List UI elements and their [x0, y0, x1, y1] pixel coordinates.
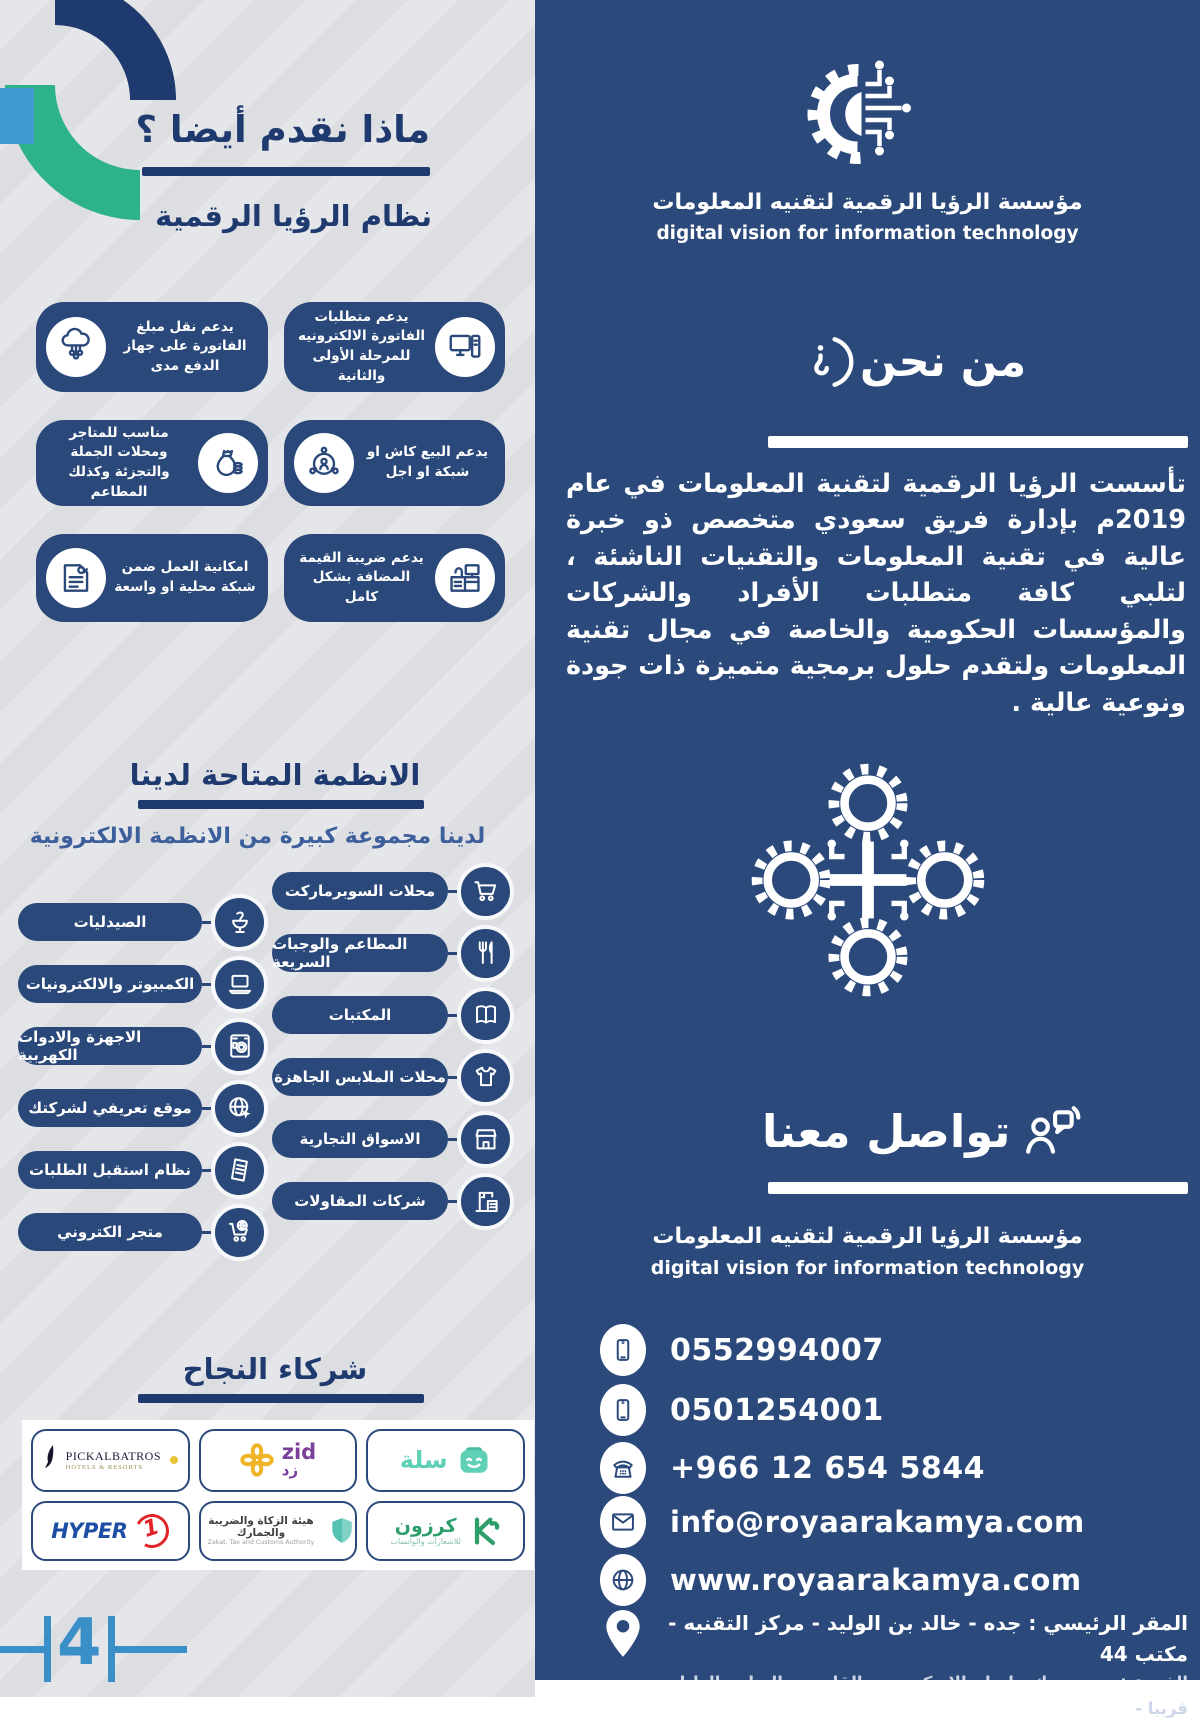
partner-name: هيئة الزكاة والضريبة والجمارك [208, 1515, 314, 1540]
connector [448, 1014, 457, 1017]
system-item [18, 956, 268, 1012]
corner-arc-decoration [0, 0, 170, 210]
system-label: نظام استقبل الطلبات [18, 1151, 202, 1189]
zatca-shield-icon [329, 1516, 355, 1546]
contact-row-mobile-2[interactable] [600, 1382, 884, 1438]
connector [202, 921, 211, 924]
contact-row-mobile-1[interactable] [600, 1322, 884, 1378]
ecommerce-cart-icon [211, 1204, 268, 1261]
address-line-1: المقر الرئيسي : جده - خالد بن الوليد - مركز التقنيه - مكتب 44 [668, 1611, 1188, 1666]
feature-text: يدعم نقل مبلغ الفاتورة على جهاز الدفع مدى [123, 318, 247, 374]
system-label: محلات السوبرماركت [272, 872, 448, 910]
company-name-english: digital vision for information technology [656, 223, 1079, 244]
feature-text: يدعم متطلبات الفاتورة الالكترونيه للمرحلة الأولى والثانية [297, 308, 426, 384]
title-underline [142, 167, 430, 176]
shirt-icon [457, 1049, 514, 1106]
gear-circuit-ornament [740, 752, 996, 1008]
cashier-desk-icon [435, 548, 495, 608]
feature-pill [36, 534, 268, 622]
email-address: info@royaarakamya.com [670, 1505, 1085, 1539]
computer-icon [435, 317, 495, 377]
partner-sub: Zakat, Tax and Customs Authority [207, 1539, 315, 1547]
contact-row-website[interactable] [600, 1552, 1082, 1608]
system-label: الاجهزة والادوات الكهربية [18, 1027, 202, 1065]
partner-logo-salla[interactable] [366, 1429, 525, 1492]
contact-row-email[interactable] [600, 1494, 1085, 1550]
person-chat-icon [1024, 1104, 1082, 1158]
pickalbatros-bird-icon [42, 1444, 58, 1476]
zid-clover-icon [240, 1443, 274, 1477]
company-name-arabic: مؤسسة الرؤيا الرقمية لتقنيه المعلومات [652, 190, 1083, 215]
system-label: محلات الملابس الجاهزة [272, 1058, 448, 1096]
system-label: موقع تعريفي لشركتك [18, 1089, 202, 1127]
contact-underline [768, 1182, 1188, 1194]
system-label: المطاعم والوجبات السريعة [272, 934, 448, 972]
receipt-icon [211, 1142, 268, 1199]
partner-name: HYPER [51, 1518, 128, 1543]
laptop-icon [211, 956, 268, 1013]
system-item [272, 1049, 514, 1105]
pickalbatros-sun-icon [169, 1455, 179, 1465]
partners-panel [22, 1420, 534, 1570]
phone-number: 0501254001 [670, 1392, 884, 1428]
document-icon [46, 548, 106, 608]
pharmacy-icon [211, 894, 268, 951]
partner-sub: HOTELS & RESORTS [65, 1464, 144, 1472]
smartphone-icon [600, 1324, 646, 1376]
section-subtitle: نظام الرؤيا الرقمية [155, 199, 432, 233]
about-paragraph: تأسست الرؤيا الرقمية لتقنية المعلومات في عام 2019م بإدارة فريق سعودي متخصص ذو خبرة عالية في تقنية المعلومات والتقنيات الناشئة ، لتلبي كافة متطلبات الأفراد والشركات والمؤسسات الحكومية والخاصة في مجال تقنية المعلومات ولتقدم حلول برمجية متميزة ذات جودة ونوعية عالية . [566, 469, 1186, 718]
washing-machine-icon [211, 1018, 268, 1075]
storefront-icon [457, 1111, 514, 1168]
system-label: الصيدليات [18, 903, 202, 941]
systems-subtitle: لدينا مجموعة كبيرة من الانظمة الالكترونية [29, 824, 486, 849]
connector [202, 1169, 211, 1172]
feature-pill [284, 302, 505, 392]
system-item [272, 925, 514, 981]
cloud-network-icon [46, 317, 106, 377]
system-label: متجر الكتروني [18, 1213, 202, 1251]
system-item [18, 1204, 268, 1260]
page-number: 4 [57, 1606, 102, 1680]
system-item [272, 1173, 514, 1229]
connector [448, 1076, 457, 1079]
address-block [660, 1608, 1188, 1723]
connector [448, 1200, 457, 1203]
connector [202, 983, 211, 986]
page-number-line-left [0, 1646, 46, 1653]
email-icon [600, 1496, 646, 1548]
cutlery-icon [457, 925, 514, 982]
cart-icon [457, 863, 514, 920]
company-logo-icon [758, 44, 973, 184]
system-label: الاسواق التجارية [272, 1120, 448, 1158]
feature-pill [36, 420, 268, 506]
location-pin-icon [598, 1606, 648, 1666]
systems-title-underline [138, 800, 424, 809]
feature-pill [36, 302, 268, 392]
salla-basket-icon [456, 1442, 492, 1478]
smartphone-icon [600, 1384, 646, 1436]
telephone-icon [600, 1442, 646, 1494]
system-item [272, 1111, 514, 1167]
contact-heading-row [762, 1104, 1082, 1158]
feature-pill [284, 534, 505, 622]
system-item [18, 1080, 268, 1136]
company-name-english: digital vision for information technology [650, 1257, 1085, 1279]
page-number-line-right [113, 1646, 187, 1653]
book-icon [457, 987, 514, 1044]
karzoun-k-icon [469, 1515, 501, 1547]
connector [202, 1231, 211, 1234]
system-item [18, 894, 268, 950]
who-we-are-title: من نحن [860, 337, 1027, 387]
connector [202, 1045, 211, 1048]
feature-pill [284, 420, 505, 506]
question-mark-icon [808, 336, 846, 388]
feature-text: مناسب للمتاجر ومحلات الجملة والتجزئة وكذلك المطاعم [68, 424, 170, 500]
phone-number: +966 12 654 5844 [670, 1450, 985, 1486]
partners-title-underline [138, 1394, 424, 1403]
globe-cursor-icon [211, 1080, 268, 1137]
address-line-2: قريبا - [1135, 1699, 1188, 1719]
phone-number: 0552994007 [670, 1332, 884, 1368]
who-we-are-heading-row [808, 336, 1026, 388]
partner-logo-zid[interactable] [199, 1429, 358, 1492]
partner-name: PICKALBATROS [65, 1449, 161, 1464]
page-title: ماذا نقدم أيضا ؟ [135, 108, 430, 151]
partner-name: zid [281, 1439, 317, 1464]
partners-title: شركاء النجاح [182, 1352, 368, 1386]
company-name-arabic: مؤسسة الرؤيا الرقمية لتقنيه المعلومات [652, 1224, 1083, 1249]
contact-row-telephone[interactable] [600, 1440, 985, 1496]
system-item [272, 863, 514, 919]
system-label: شركات المقاولات [272, 1182, 448, 1220]
page-number-bar-left [44, 1616, 51, 1682]
connector [202, 1107, 211, 1110]
feature-text: يدعم ضريبة القيمة المضافة بشكل كامل [299, 549, 424, 605]
website-url: www.royaarakamya.com [670, 1563, 1082, 1597]
system-item [18, 1142, 268, 1198]
connector [448, 890, 457, 893]
partner-logo-zatca[interactable] [199, 1501, 358, 1562]
system-item [272, 987, 514, 1043]
partner-sub: 1 [131, 1509, 174, 1552]
partner-logo-karzoun[interactable] [366, 1501, 525, 1562]
feature-text: امكانية العمل ضمن شبكة محلية او واسعة [114, 559, 256, 595]
partner-sub: زد [281, 1460, 299, 1479]
partner-logo-hyper1[interactable] [31, 1501, 190, 1562]
system-label: المكتبات [272, 996, 448, 1034]
feature-text: يدعم البيع كاش او شبكة او اجل [366, 444, 489, 480]
connector [448, 1138, 457, 1141]
who-underline [768, 436, 1188, 448]
connector [448, 952, 457, 955]
partner-name: سلة [399, 1446, 448, 1475]
partner-sub: للاشعارات والواتساب [390, 1536, 461, 1546]
system-item [18, 1018, 268, 1074]
money-bag-icon [198, 433, 258, 493]
sales-network-icon [294, 433, 354, 493]
partner-logo-pickalbatros[interactable] [31, 1429, 190, 1492]
globe-icon [600, 1554, 646, 1606]
systems-title: الانظمة المتاحة لدينا [129, 758, 421, 792]
bottom-strip [535, 1680, 1200, 1697]
system-label: الكمبيوتر والالكترونيات [18, 965, 202, 1003]
crane-icon [457, 1173, 514, 1230]
contact-title: تواصل معنا [762, 1104, 1011, 1158]
partner-name: كرزون [394, 1514, 457, 1537]
